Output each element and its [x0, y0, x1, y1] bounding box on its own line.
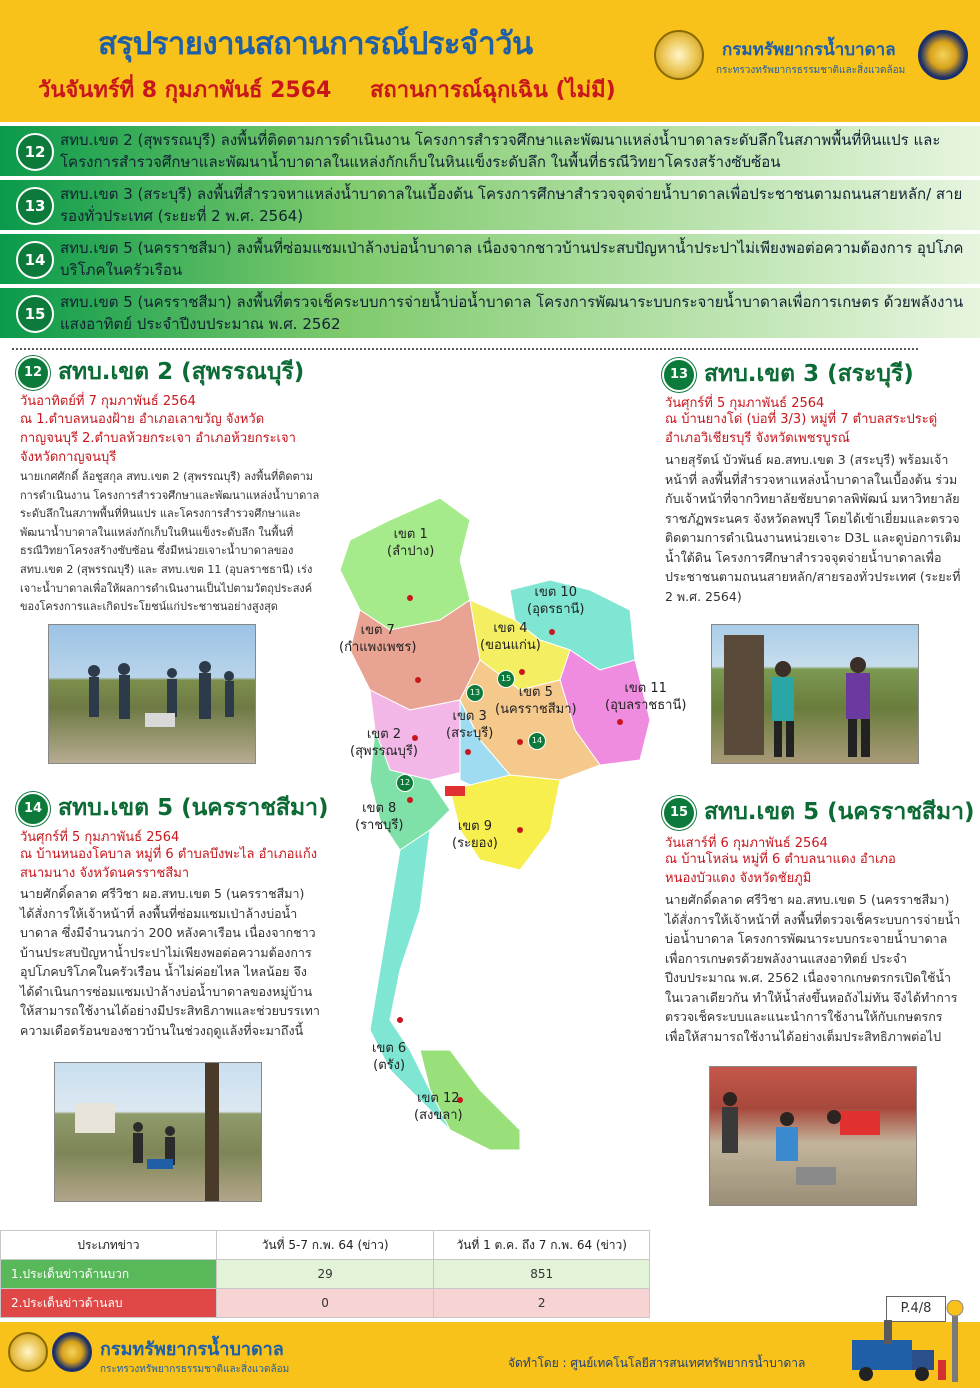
table-row — [1, 1289, 650, 1318]
people-silhouettes-icon — [49, 625, 255, 763]
bangkok-marker — [445, 786, 465, 796]
pump-site-icon — [55, 1063, 261, 1201]
map-zone-label: เขต 8 (ราชบุรี) — [355, 801, 404, 833]
map-zone-label: เขต 4 (ขอนแก่น) — [480, 621, 541, 653]
section-location-12: ณ 1.ตำบลหนองฝ้าย อำเภอเลาขวัญ จังหวัดกาญจนบุรี 2.ตำบลห้วยกระเจา อำเภอห้วยกระเจา จังหวัดกาญจนบุรี — [20, 412, 296, 465]
section-title-14: สทบ.เขต 5 (นครราชสีมา) — [58, 795, 329, 821]
workers-repair-icon — [710, 1067, 916, 1205]
map-zone-label: เขต 2 (สุพรรณบุรี) — [350, 727, 418, 759]
footer-department-name: กรมทรัพยากรน้ำบาดาล — [100, 1339, 284, 1360]
drilling-truck-icon — [844, 1300, 974, 1386]
section-location-13: ณ บ้านยางโด่ (บ่อที่ 3/3) หมู่ที่ 7 ตำบลสระประดู่ อำเภอวิเชียรบุรี จังหวัดเพชรบูรณ์ — [665, 412, 938, 446]
table-cell: 0 — [216, 1289, 434, 1318]
map-zone-label: เขต 10 (อุดรธานี) — [527, 585, 585, 617]
activity-photo-13 — [711, 624, 919, 764]
summary-text: สทบ.เขต 3 (สระบุรี) ลงพื้นที่สำรวจหาแหล่งน้ำบาดาลในเบื้องต้น โครงการศึกษาสำรวจจุดจ่ายน้ำบาดาลเพื่อประชาชนตามถนนสายหลัก/ สายรองทั่วประเทศ (ระยะที่ 2 พ.ศ. 2564) — [60, 185, 963, 225]
summary-text: สทบ.เขต 5 (นครราชสีมา) ลงพื้นที่ตรวจเช็คระบบการจ่ายน้ำบ่อน้ำบาดาล โครงการพัฒนาระบบกระจายน้ำบาดาลเพื่อการเกษตร ด้วยพลังงานแสงอาทิตย์ ประจำปีงบประมาณ พ.ศ. 2562 — [60, 293, 964, 333]
ministry-name: กระทรวงทรัพยากรธรรมชาติและสิ่งแวดล้อม — [716, 65, 906, 76]
footer-credit: จัดทำโดย : ศูนย์เทคโนโลยีสารสนเทศทรัพยากรน้ำบาดาล — [508, 1356, 806, 1370]
activity-photo-14 — [54, 1062, 262, 1202]
section-title-13: สทบ.เขต 3 (สระบุรี) — [704, 361, 914, 387]
table-header-row — [1, 1231, 650, 1260]
map-marker-14: 14 — [528, 732, 546, 750]
summary-item-14 — [0, 234, 980, 284]
summary-item-15 — [0, 288, 980, 338]
summary-number: 12 — [16, 133, 54, 171]
map-zone-label: เขต 12 (สงขลา) — [414, 1091, 463, 1123]
table-header: วันที่ 1 ต.ค. ถึง 7 ก.พ. 64 (ข่าว) — [434, 1231, 650, 1260]
department-seal-icon — [654, 30, 704, 80]
map-zone-label: เขต 3 (สระบุรี) — [446, 709, 494, 741]
emergency-status: สถานการณ์ฉุกเฉิน (ไม่มี) — [370, 78, 616, 103]
section-date-14: วันศุกร์ที่ 5 กุมภาพันธ์ 2564 — [20, 830, 180, 845]
section-date-15: วันเสาร์ที่ 6 กุมภาพันธ์ 2564 — [665, 836, 828, 851]
divider — [12, 348, 918, 350]
workers-silhouettes-icon — [712, 625, 918, 763]
map-marker-13: 13 — [466, 684, 484, 702]
section-badge: 14 — [16, 792, 50, 826]
section-title-15: สทบ.เขต 5 (นครราชสีมา) — [704, 799, 975, 825]
royal-emblem-icon — [52, 1332, 92, 1372]
table-cell-label: 2.ประเด็นข่าวด้านลบ — [1, 1289, 217, 1318]
table-cell-label: 1.ประเด็นข่าวด้านบวก — [1, 1260, 217, 1289]
activity-photo-15 — [709, 1066, 917, 1206]
table-cell: 29 — [216, 1260, 434, 1289]
map-zone-label: เขต 9 (ระยอง) — [452, 819, 498, 851]
footer-ministry-name: กระทรวงทรัพยากรธรรมชาติและสิ่งแวดล้อม — [100, 1364, 290, 1375]
report-date: วันจันทร์ที่ 8 กุมภาพันธ์ 2564 — [38, 78, 332, 103]
summary-text: สทบ.เขต 2 (สุพรรณบุรี) ลงพื้นที่ติดตามการดำเนินงาน โครงการสำรวจศึกษาและพัฒนาแหล่งน้ำบาดาลระดับลึกในสภาพพื้นที่หินแปร และโครงการสำรวจศึกษาและพัฒนาน้ำบาดาลในแหล่งกักเก็บในหินแข็งระดับลึก ในพื้นที่ธรณีวิทยาโครงสร้างซับซ้อน — [60, 131, 941, 171]
section-body-15: นายศักดิ์ดลาด ศรีวิชา ผอ.สทบ.เขต 5 (นครราชสีมา) ได้สั่งการให้เจ้าหน้าที่ ลงพื้นที่ตรวจเช็คระบบการจ่ายน้ำบ่อน้ำบาดาล โครงการพัฒนาระบบกระจายน้ำบาดาลเพื่อการเกษตรด้วยพลังงานแสงอาทิตย์ ประจำปีงบประมาณ พ.ศ. 2562 เนื่องจากเกษตรกรเปิดใช้น้ำในเวลาเดียวกัน ทำให้น้ำส่งขึ้นหอถังไม่ทัน จึงได้ทำการตรวจเช็คระบบและแนะนำการใช้งานให้กับเกษตรกร เพื่อให้สามารถใช้งานได้อย่างเต็มประสิทธิภาพต่อไป — [665, 892, 961, 1044]
department-name: กรมทรัพยากรน้ำบาดาล — [722, 40, 896, 60]
map-marker-12: 12 — [396, 774, 414, 792]
section-location-14: ณ บ้านหนองโคบาล หมู่ที่ 6 ตำบลบึงพะไล อำเภอแก้งสนามนาง จังหวัดนครราชสีมา — [20, 847, 318, 881]
map-zone-label: เขต 1 (ลำปาง) — [387, 527, 435, 559]
map-zone-label: เขต 5 (นครราชสีมา) — [495, 685, 577, 717]
map-zone-label: เขต 11 (อุบลราชธานี) — [605, 681, 687, 713]
section-date-12: วันอาทิตย์ที่ 7 กุมภาพันธ์ 2564 — [20, 394, 196, 409]
section-title-12: สทบ.เขต 2 (สุพรรณบุรี) — [58, 359, 305, 385]
activity-photo-12 — [48, 624, 256, 764]
news-summary-table — [0, 1230, 650, 1318]
summary-text: สทบ.เขต 5 (นครราชสีมา) ลงพื้นที่ซ่อมแซมเป่าล้างบ่อน้ำบาดาล เนื่องจากชาวบ้านประสบปัญหาน้ำประปาไม่เพียงพอต่อความต้องการ อุปโภคบริโภคในครัวเรือน — [60, 239, 964, 279]
section-badge: 15 — [662, 796, 696, 830]
map-zone-label: เขต 7 (กำแพงเพชร) — [339, 623, 417, 655]
section-badge: 13 — [662, 358, 696, 392]
summary-number: 15 — [16, 295, 54, 333]
table-header: วันที่ 5-7 ก.พ. 64 (ข่าว) — [216, 1231, 434, 1260]
summary-number: 13 — [16, 187, 54, 225]
table-cell: 851 — [434, 1260, 650, 1289]
table-header: ประเภทข่าว — [1, 1231, 217, 1260]
summary-number: 14 — [16, 241, 54, 279]
section-badge: 12 — [16, 356, 50, 390]
royal-emblem-icon — [918, 30, 968, 80]
section-location-15: ณ บ้านโหล่น หมู่ที่ 6 ตำบลนาแดง อำเภอหนองบัวแดง จังหวัดชัยภูมิ — [665, 852, 896, 886]
summary-item-12 — [0, 126, 980, 176]
map-zone-label: เขต 6 (ตรัง) — [372, 1041, 407, 1073]
table-row — [1, 1260, 650, 1289]
table-cell: 2 — [434, 1289, 650, 1318]
map-marker-15: 15 — [497, 670, 515, 688]
page-title: สรุปรายงานสถานการณ์ประจำวัน — [98, 26, 533, 62]
summary-item-13 — [0, 180, 980, 230]
section-body-13: นายสุรัตน์ บัวพันธ์ ผอ.สทบ.เขต 3 (สระบุรี) พร้อมเจ้าหน้าที่ ลงพื้นที่สำรวจหาแหล่งน้ำบาดาลในเบื้องต้น ร่วมกับเจ้าหน้าที่จากวิทยาลัยชัยบาดาลพิพัฒน์ มหาวิทยาลัยราชภัฏพระนคร จังหวัดลพบุรี โดยได้เข้าเยี่ยมและตรวจติดตามการดำเนินงานหน่วยเจาะ D3L และดูบ่อการเติมน้ำใต้ดิน โครงการศึกษาสำรวจจุดจ่ายน้ำบาดาลเพื่อประชาชนตามถนนสายหลัก/สายรองทั่วประเทศ (ระยะที่ 2 พ.ศ. 2564) — [665, 452, 961, 604]
department-seal-icon — [8, 1332, 48, 1372]
page-number: P.4/8 — [886, 1296, 946, 1322]
section-body-14: นายศักดิ์ดลาด ศรีวิชา ผอ.สทบ.เขต 5 (นครราชสีมา) ได้สั่งการให้เจ้าหน้าที่ ลงพื้นที่ซ่อมแซมเป่าล้างบ่อน้ำบาดาล ซึ่งมีจำนวนกว่า 200 หลังคาเรือน เนื่องจากชาวบ้านประสบปัญหาน้ำประปาไม่เพียงพอต่อความต้องการอุปโภคบริโภคในครัวเรือน น้ำไม่ค่อยไหล ไหลน้อย จึงได้ดำเนินการซ่อมแซมเป่าล้างบ่อน้ำบาดาลของหมู่บ้าน ให้สามารถใช้งานได้อย่างมีประสิทธิภาพและช่วยบรรเทาความเดือดร้อนของชาวบ้านในช่วงฤดูแล้งที่จะมาถึงนี้ — [20, 886, 320, 1038]
section-body-12: นายเกศศักดิ์ ล้อชูสกุล สทบ.เขต 2 (สุพรรณบุรี) ลงพื้นที่ติดตามการดำเนินงาน โครงการสำรวจศึกษาและพัฒนาแหล่งน้ำบาดาลระดับลึกในสภาพพื้นที่หินแปร และโครงการสำรวจศึกษาและพัฒนาน้ำบาดาลในแหล่งกักเก็บในหินแข็งระดับลึก ในพื้นที่ธรณีวิทยาโครงสร้างซับซ้อน ซึ่งมีหน่วยเจาะน้ำบาดาลของ สทบ.เขต 2 (สุพรรณบุรี) และ สทบ.เขต 11 (อุบลราชธานี) เร่งเจาะน้ำบาดาลเพื่อให้ผลการดำเนินงานเป็นไปตามวัตถุประสงค์ของโครงการและเกิดประโยชน์แก่ประชาชนอย่างสูงสุด — [20, 470, 320, 614]
section-date-13: วันศุกร์ที่ 5 กุมภาพันธ์ 2564 — [665, 396, 825, 411]
